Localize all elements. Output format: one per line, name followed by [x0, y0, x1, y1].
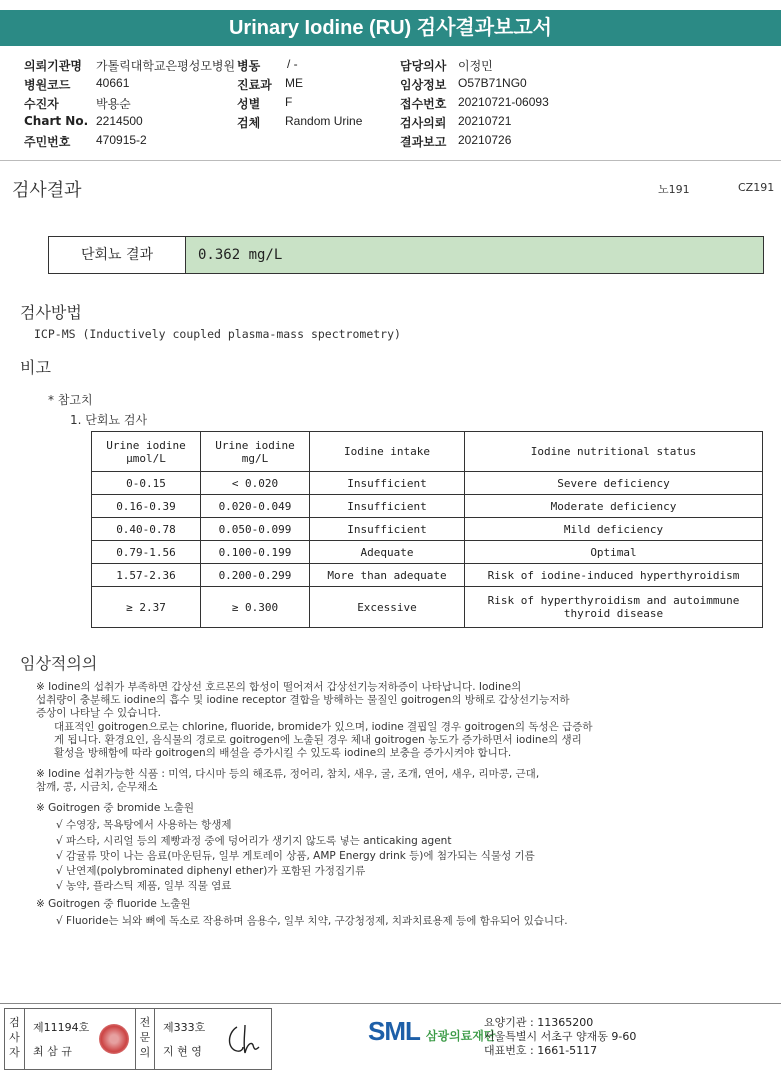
bromide-item: √ 파스타, 시리얼 등의 제빵과정 중에 덩어리가 생기지 않도록 넣는 anticaking agent — [56, 835, 452, 847]
specialist-label: 전문의 — [135, 1009, 155, 1069]
table-row — [92, 587, 763, 628]
method-title: 검사방법 — [20, 303, 82, 322]
hdr-label: 검체 — [237, 116, 261, 130]
table-cell: 0.100-0.199 — [201, 541, 310, 564]
hdr-value: 박용순 — [96, 97, 131, 111]
table-cell: Insufficient — [310, 518, 465, 541]
clinical-para-2: 대표적인 goitrogen으로는 chlorine, fluoride, bromide가 있으며, iodine 결핍일 경우 goitrogen의 독성은 급증하 게 됩니다. 환경요인, 음식물의 경로로 goitrogen에 노출된 경우 체내 goitrogen 농도가 증가하면서 iodine의 생리 활성을 방해함에 따라 goitrogen의 배설을 증가시킬 수 있도록 iodine의 보충을 증가시켜야 합니다. — [54, 721, 593, 759]
result-value: 0.362 mg/L — [186, 237, 763, 273]
table-cell: Severe deficiency — [465, 472, 763, 495]
ref-subtitle: 1. 단회뇨 검사 — [70, 413, 148, 427]
result-box — [48, 236, 764, 274]
hdr-value: 20210721 — [458, 114, 512, 128]
inspector-label: 검사자 — [5, 1009, 25, 1069]
hdr-label: 담당의사 — [400, 59, 447, 73]
table-row — [92, 541, 763, 564]
inspector-number: 제11194호 — [33, 1021, 90, 1034]
table-header-row — [92, 432, 763, 472]
table-cell: 0.79-1.56 — [92, 541, 201, 564]
table-header: Urine iodine μmol/L — [92, 432, 201, 472]
inspector-name: 최 삼 규 — [33, 1045, 72, 1058]
logo-text: SML — [368, 1016, 420, 1046]
hdr-label: Chart No. — [24, 114, 89, 128]
table-cell: 0.020-0.049 — [201, 495, 310, 518]
hdr-value: 20210726 — [458, 133, 512, 147]
bromide-item: √ 수영장, 목욕탕에서 사용하는 항생제 — [56, 819, 232, 831]
hdr-value: O57B71NG0 — [458, 76, 527, 90]
hdr-value: ME — [285, 76, 303, 90]
table-cell: 0.40-0.78 — [92, 518, 201, 541]
hdr-label: 주민번호 — [24, 135, 71, 149]
clinical-para-1: ※ Iodine의 섭취가 부족하면 갑상선 호르몬의 합성이 떨어져서 갑상선기능저하증이 나타납니다. Iodine의 섭취량이 충분해도 iodine의 흡수 및 iodine receptor 결합을 방해하는 물질인 goitrogen의 방해로 갑상선기능저하 증상이 나타날 수 있습니다. — [36, 681, 570, 719]
table-cell: More than adequate — [310, 564, 465, 587]
hdr-label: 결과보고 — [400, 135, 447, 149]
hdr-value: Random Urine — [285, 114, 363, 128]
table-cell: < 0.020 — [201, 472, 310, 495]
divider — [0, 160, 781, 161]
org-info — [484, 1016, 636, 1058]
table-cell: 0.200-0.299 — [201, 564, 310, 587]
hdr-label: 성별 — [237, 97, 261, 111]
hdr-value: 가톨릭대학교은평성모병원 — [96, 59, 236, 73]
specialist-name: 지 현 영 — [163, 1045, 202, 1058]
method-text: ICP-MS (Inductively coupled plasma-mass spectrometry) — [34, 327, 401, 341]
hdr-value: F — [285, 95, 293, 109]
result-label: 단회뇨 결과 — [49, 237, 186, 273]
hdr-value: 20210721-06093 — [458, 95, 549, 109]
fluoride-title: ※ Goitrogen 중 fluoride 노출원 — [36, 898, 191, 910]
table-cell: Excessive — [310, 587, 465, 628]
remark-title: 비고 — [20, 358, 51, 377]
table-header: Urine iodine mg/L — [201, 432, 310, 472]
header-mid — [237, 57, 363, 133]
hdr-label: 병원코드 — [24, 78, 71, 92]
header-left — [24, 57, 236, 152]
hdr-label: 병동 — [237, 59, 261, 73]
hdr-label: 접수번호 — [400, 97, 447, 111]
table-cell: Moderate deficiency — [465, 495, 763, 518]
org-phone: 대표번호 : 1661-5117 — [484, 1044, 598, 1057]
table-cell: Risk of hyperthyroidism and autoimmune thyroid disease — [465, 587, 763, 628]
hdr-value: / - — [287, 57, 298, 71]
table-cell: 0.16-0.39 — [92, 495, 201, 518]
hdr-value: 40661 — [96, 76, 130, 90]
code-1: 노191 — [658, 183, 690, 196]
org-logo — [368, 1016, 495, 1047]
clinical-para-3: ※ Iodine 섭취가능한 식품 : 미역, 다시마 등의 해조류, 정어리, 참치, 새우, 굴, 조개, 연어, 새우, 리마콩, 근대, 참깨, 콩, 시금치, 순무채소 — [36, 768, 540, 793]
table-header: Iodine intake — [310, 432, 465, 472]
table-cell: Optimal — [465, 541, 763, 564]
signature-icon — [223, 1019, 267, 1059]
table-cell: Mild deficiency — [465, 518, 763, 541]
hdr-label: 의뢰기관명 — [24, 59, 82, 73]
seal-stamp-icon — [99, 1024, 129, 1054]
bromide-item: √ 감귤류 맛이 나는 음료(마운틴듀, 일부 게토레이 상품, AMP Energy drink 등)에 첨가되는 식물성 기름 — [56, 850, 535, 862]
table-cell: Risk of iodine-induced hyperthyroidism — [465, 564, 763, 587]
hdr-label: 수진자 — [24, 97, 59, 111]
hdr-value: 2214500 — [96, 114, 143, 128]
ref-title: * 참고치 — [48, 393, 93, 407]
table-row — [92, 564, 763, 587]
table-row — [92, 518, 763, 541]
table-cell: ≥ 2.37 — [92, 587, 201, 628]
result-section-title: 검사결과 — [12, 180, 82, 201]
bromide-item: √ 난연제(polybrominated diphenyl ether)가 포함된 가정집기류 — [56, 865, 366, 877]
table-header: Iodine nutritional status — [465, 432, 763, 472]
specialist-number: 제333호 — [163, 1021, 206, 1034]
hdr-label: 임상정보 — [400, 78, 447, 92]
table-cell: Adequate — [310, 541, 465, 564]
hdr-label: 검사의뢰 — [400, 116, 447, 130]
signature-box — [4, 1008, 272, 1070]
table-cell: 1.57-2.36 — [92, 564, 201, 587]
org-name: 삼광의료재단 — [425, 1029, 496, 1043]
org-address: 서울특별시 서초구 양재동 9-60 — [484, 1030, 637, 1043]
fluoride-item: √ Fluoride는 뇌와 뼈에 독소로 작용하며 음용수, 일부 치약, 구강청정제, 치과치료용제 등에 함유되어 있습니다. — [56, 915, 568, 927]
footer-divider — [0, 1003, 781, 1004]
table-cell: ≥ 0.300 — [201, 587, 310, 628]
clinical-title: 임상적의의 — [20, 654, 98, 673]
bromide-item: √ 농약, 플라스틱 제품, 일부 직물 염료 — [56, 880, 232, 892]
hdr-label: 진료과 — [237, 78, 272, 92]
table-cell: 0-0.15 — [92, 472, 201, 495]
table-row — [92, 495, 763, 518]
reference-table — [91, 431, 763, 628]
report-title: Urinary Iodine (RU) 검사결과보고서 — [0, 10, 781, 46]
table-row — [92, 472, 763, 495]
table-cell: Insufficient — [310, 472, 465, 495]
header-right — [400, 57, 549, 152]
code-2: CZ191 — [738, 181, 775, 194]
hdr-value: 이정민 — [458, 59, 493, 73]
table-cell: 0.050-0.099 — [201, 518, 310, 541]
care-number: 요양기관 : 11365200 — [484, 1016, 594, 1029]
table-cell: Insufficient — [310, 495, 465, 518]
hdr-value: 470915-2 — [96, 133, 147, 147]
bromide-title: ※ Goitrogen 중 bromide 노출원 — [36, 802, 195, 814]
